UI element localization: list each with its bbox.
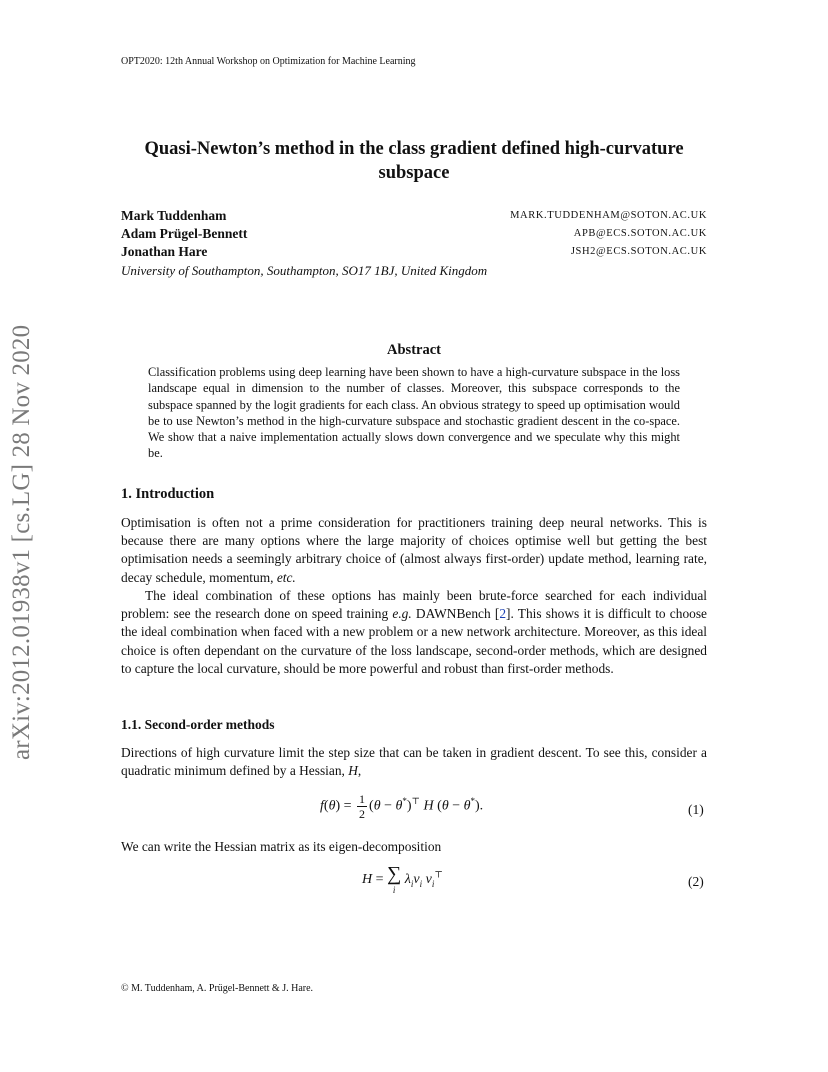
- subsection-heading-second-order: 1.1. Second-order methods: [121, 717, 275, 732]
- intro-paragraph-1: [121, 514, 707, 587]
- second-order-paragraph-1: [121, 744, 707, 780]
- copyright-footer: © M. Tuddenham, A. Prügel-Bennett & J. Hare.: [121, 983, 314, 994]
- paragraph-text: ,: [357, 763, 362, 779]
- author-name: Jonathan Hare: [121, 244, 208, 259]
- second-order-paragraph-2: We can write the Hessian matrix as its eigen-decomposition: [121, 839, 442, 854]
- arxiv-stamp: arXiv:2012.01938v1 [cs.LG] 28 Nov 2020: [8, 324, 35, 760]
- emphasis-text: e.g.: [392, 606, 412, 622]
- abstract-heading: Abstract: [387, 342, 441, 358]
- fraction-one-half: $\frac{1}{2}$: [359, 792, 366, 821]
- author-email[interactable]: JSH2@ECS.SOTON.AC.UK: [570, 246, 707, 257]
- paragraph-text: ]. This shows it is difficult to choose the ideal combination when faced with a new problem or a new network architecture. Moreover, as this ideal choice is often dependant on the curvature of the loss landscape, second-order methods, which are designed to capture the local curvature, should be more powerful and robust than first-order methods.: [121, 606, 707, 676]
- hessian-symbol: H: [348, 763, 358, 779]
- venue-header: OPT2020: 12th Annual Workshop on Optimization for Machine Learning: [121, 56, 416, 67]
- author-row: [121, 208, 707, 226]
- intro-paragraph-2: [121, 587, 707, 678]
- equation-quadratic-minimum: f(θ) = $\frac{1}{2}$ (θ − θ*)⊤ H (θ − θ*).: [320, 792, 484, 821]
- paragraph-text: The ideal combination of these options has mainly been brute-force searched for each individual problem: see the research done on speed training: [121, 588, 707, 622]
- author-email[interactable]: APB@ECS.SOTON.AC.UK: [573, 228, 707, 239]
- equation-number: (1): [688, 802, 704, 817]
- author-email[interactable]: MARK.TUDDENHAM@SOTON.AC.UK: [510, 210, 707, 221]
- author-row: [121, 244, 707, 262]
- citation-link[interactable]: 2: [499, 606, 507, 622]
- paragraph-text: Directions of high curvature limit the step size that can be taken in gradient descent. To see this, consider a quadratic minimum defined by a Hessian,: [121, 745, 707, 779]
- author-name: Mark Tuddenham: [121, 208, 227, 223]
- summation-symbol: ∑ i: [387, 863, 402, 895]
- section-heading-introduction: 1. Introduction: [121, 486, 215, 502]
- emphasis-text: etc.: [276, 569, 296, 585]
- author-row: [121, 226, 707, 244]
- paper-title: Quasi-Newton’s method in the class gradient defined high-curvature subspace: [144, 139, 684, 183]
- paragraph-text: DAWNBench [: [411, 606, 500, 622]
- equation-eigen-decomposition: H = ∑ i $\lambda_iv_i$ $v_i^⊤$: [362, 863, 443, 895]
- affiliation: University of Southampton, Southampton, SO17 1BJ, United Kingdom: [121, 263, 488, 278]
- author-name: Adam Prügel-Bennett: [121, 226, 248, 241]
- abstract-text: Classification problems using deep learning have been shown to have a high-curvature subspace in the loss landscape equal in dimension to the number of classes. Moreover, this subspace corresponds to the subspace spanned by the logit gradients for each class. An obvious strategy to speed up optimisation would be to use Newton’s method in the high-curvature subspace and stochastic gradient descent in the co-space. We show that a naive implementation actually slows down convergence and we speculate why this might be.: [148, 365, 680, 461]
- equation-number: (2): [688, 874, 704, 889]
- paragraph-text: Optimisation is often not a prime consideration for practitioners training deep neural networks. This is because there are many options where the large majority of choices optimise well but getting the best optimisation needs a seemingly arbitrary choice of (almost always first-order) update method, learning rate, decay schedule, momentum,: [121, 515, 707, 585]
